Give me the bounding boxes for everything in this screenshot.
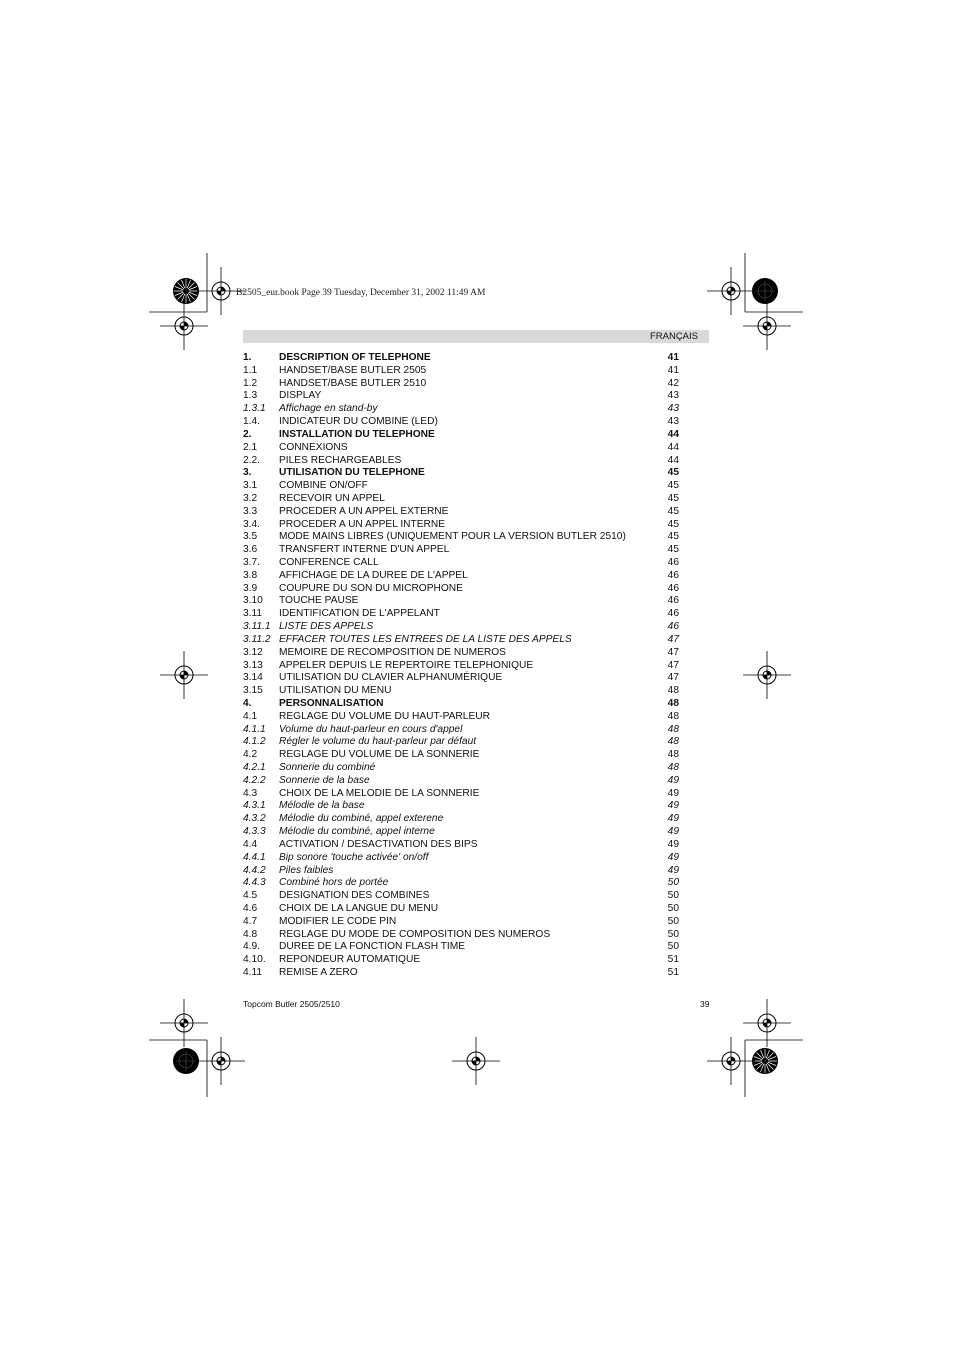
toc-entry-number: 3.3 <box>243 505 258 517</box>
toc-entry-page: 45 <box>667 531 679 543</box>
language-label: FRANÇAIS <box>649 331 698 342</box>
toc-entry-title: REGLAGE DU VOLUME DU HAUT-PARLEUR <box>279 710 490 722</box>
toc-entry-page: 47 <box>667 672 679 684</box>
toc-entry-number: 3.11.1 <box>243 621 271 633</box>
toc-entry-title: Combiné hors de portée <box>279 877 389 889</box>
toc-entry <box>243 711 683 724</box>
toc-entry <box>243 519 683 532</box>
toc-entry-number: 4. <box>243 697 252 709</box>
toc-entry <box>243 929 683 942</box>
toc-entry <box>243 634 683 647</box>
toc-entry <box>243 736 683 749</box>
toc-entry-title: RECEVOIR UN APPEL <box>279 492 385 504</box>
toc-entry-title: Mélodie du combiné, appel exterene <box>279 813 444 825</box>
toc-entry-number: 4.4.1 <box>243 851 266 863</box>
toc-entry-number: 4.4.2 <box>243 864 266 876</box>
toc-entry-number: 2.1 <box>243 441 258 453</box>
toc-entry-number: 3.13 <box>243 659 263 671</box>
toc-entry-page: 47 <box>667 646 679 658</box>
toc-entry-page: 41 <box>667 352 679 363</box>
toc-entry-title: Bip sonore 'touche activée' on/off <box>279 851 429 863</box>
toc-entry-title: MODE MAINS LIBRES (UNIQUEMENT POUR LA VERSION BUTLER 2510) <box>279 531 626 543</box>
toc-entry-title: PERSONNALISATION <box>279 697 384 709</box>
toc-entry-page: 49 <box>667 774 679 786</box>
toc-entry <box>243 608 683 621</box>
toc-entry <box>243 403 683 416</box>
toc-entry-number: 3.2 <box>243 492 258 504</box>
toc-entry <box>243 352 683 365</box>
toc-entry-page: 46 <box>667 569 679 581</box>
toc-entry-number: 4.5 <box>243 890 258 902</box>
toc-entry-page: 50 <box>667 902 679 914</box>
toc-entry-title: PROCEDER A UN APPEL INTERNE <box>279 518 446 530</box>
toc-entry-page: 50 <box>667 941 679 953</box>
toc-entry-page: 49 <box>667 787 679 799</box>
toc-entry-number: 4.3 <box>243 787 258 799</box>
toc-entry-page: 50 <box>667 928 679 940</box>
toc-entry-number: 4.1.1 <box>243 723 266 735</box>
toc-entry-title: MEMOIRE DE RECOMPOSITION DE NUMEROS <box>279 646 506 658</box>
toc-entry <box>243 698 683 711</box>
toc-entry-number: 3.9 <box>243 582 258 594</box>
toc-entry-page: 44 <box>667 454 679 466</box>
toc-entry <box>243 660 683 673</box>
toc-entry <box>243 967 683 980</box>
toc-entry-page: 49 <box>667 826 679 838</box>
toc-entry-title: CHOIX DE LA LANGUE DU MENU <box>279 902 439 914</box>
toc-entry-page: 48 <box>667 736 679 748</box>
toc-entry-title: Sonnerie de la base <box>279 774 370 786</box>
toc-entry-title: APPELER DEPUIS LE REPERTOIRE TELEPHONIQUE <box>279 659 534 671</box>
footer-product: Topcom Butler 2505/2510 <box>243 999 340 1009</box>
toc-entry <box>243 813 683 826</box>
toc-entry-title: UTILISATION DU CLAVIER ALPHANUMÉRIQUE <box>279 672 503 684</box>
toc-entry-title: EFFACER TOUTES LES ENTREES DE LA LISTE DES APPELS <box>279 633 572 645</box>
toc-entry-title: IDENTIFICATION DE L'APPELANT <box>279 608 440 620</box>
toc-entry-title: Piles faibles <box>279 864 334 876</box>
toc-entry-page: 44 <box>667 441 679 453</box>
toc-entry <box>243 583 683 596</box>
toc-entry-page: 43 <box>667 416 679 428</box>
toc-entry <box>243 800 683 813</box>
toc-entry <box>243 724 683 737</box>
toc-entry <box>243 493 683 506</box>
toc-entry-number: 3.6 <box>243 544 258 556</box>
toc-entry-page: 45 <box>667 480 679 492</box>
toc-entry <box>243 839 683 852</box>
toc-entry <box>243 903 683 916</box>
toc-entry <box>243 416 683 429</box>
toc-entry <box>243 467 683 480</box>
toc-entry-page: 45 <box>667 467 679 479</box>
toc-entry <box>243 890 683 903</box>
toc-entry <box>243 557 683 570</box>
toc-entry-number: 1.3 <box>243 390 258 402</box>
toc-entry-page: 48 <box>667 723 679 735</box>
toc-entry-number: 4.3.1 <box>243 800 266 812</box>
toc-entry-number: 1.1 <box>243 364 258 376</box>
toc-entry-page: 50 <box>667 890 679 902</box>
toc-entry-page: 46 <box>667 621 679 633</box>
toc-entry-title: Affichage en stand-by <box>279 403 378 415</box>
toc-entry <box>243 916 683 929</box>
toc-entry-title: DUREE DE LA FONCTION FLASH TIME <box>279 941 466 953</box>
toc-entry-number: 3. <box>243 467 252 479</box>
toc-entry-title: CONFERENCE CALL <box>279 557 379 568</box>
toc-entry <box>243 480 683 493</box>
toc-entry-number: 3.11.2 <box>243 633 271 645</box>
toc-entry-number: 4.4.3 <box>243 877 266 889</box>
toc-entry-title: PROCEDER A UN APPEL EXTERNE <box>279 505 449 517</box>
toc-entry-title: REPONDEUR AUTOMATIQUE <box>279 954 421 966</box>
toc-entry-title: CONNEXIONS <box>279 441 348 453</box>
toc-entry-title: ACTIVATION / DESACTIVATION DES BIPS <box>279 838 478 850</box>
toc-entry-number: 3.12 <box>243 646 263 658</box>
toc-entry-number: 4.11 <box>243 967 263 978</box>
toc-entry-page: 46 <box>667 582 679 594</box>
toc-entry <box>243 390 683 403</box>
toc-entry <box>243 762 683 775</box>
toc-entry-page: 45 <box>667 492 679 504</box>
toc-entry-title: COUPURE DU SON DU MICROPHONE <box>279 582 463 594</box>
toc-entry-number: 1.2 <box>243 377 258 389</box>
toc-entry-title: Sonnerie du combiné <box>279 762 376 773</box>
toc-entry-number: 3.1 <box>243 480 258 492</box>
toc-entry-number: 4.1.2 <box>243 736 266 748</box>
language-band <box>243 330 709 343</box>
toc-entry-title: TRANSFERT INTERNE D'UN APPEL <box>279 544 450 556</box>
toc-entry <box>243 442 683 455</box>
toc-entry-number: 4.9. <box>243 941 260 953</box>
toc-entry-page: 46 <box>667 557 679 568</box>
toc-entry-number: 3.10 <box>243 595 263 607</box>
toc-entry-number: 4.8 <box>243 928 258 940</box>
toc-entry-page: 49 <box>667 800 679 812</box>
toc-entry <box>243 455 683 468</box>
toc-entry-number: 3.8 <box>243 569 258 581</box>
toc-entry-number: 4.2 <box>243 749 258 761</box>
toc-entry-title: INSTALLATION DU TELEPHONE <box>279 428 435 440</box>
toc-entry-page: 50 <box>667 877 679 889</box>
toc-entry-title: MODIFIER LE CODE PIN <box>279 915 397 927</box>
toc-entry-page: 49 <box>667 838 679 850</box>
toc-entry-title: UTILISATION DU TELEPHONE <box>279 467 425 479</box>
toc-entry <box>243 877 683 890</box>
toc-entry-number: 1.4. <box>243 416 260 428</box>
toc-entry <box>243 429 683 442</box>
toc-entry-page: 48 <box>667 697 679 709</box>
toc-entry-page: 49 <box>667 864 679 876</box>
toc-entry-page: 51 <box>667 967 679 978</box>
toc-entry <box>243 531 683 544</box>
toc-entry-title: AFFICHAGE DE LA DUREE DE L'APPEL <box>279 569 468 581</box>
toc-entry-number: 4.6 <box>243 902 258 914</box>
toc-entry-page: 49 <box>667 851 679 863</box>
toc-entry-page: 51 <box>667 954 679 966</box>
footer-page-number: 39 <box>700 999 710 1009</box>
toc-entry <box>243 941 683 954</box>
toc-entry-number: 3.5 <box>243 531 258 543</box>
toc-entry-page: 47 <box>667 659 679 671</box>
toc-entry-page: 44 <box>667 428 679 440</box>
toc-entry-title: PILES RECHARGEABLES <box>279 454 402 466</box>
toc-entry-title: DISPLAY <box>279 390 322 402</box>
toc-entry-title: DESIGNATION DES COMBINES <box>279 890 430 902</box>
toc-entry-title: TOUCHE PAUSE <box>279 595 359 607</box>
toc-entry <box>243 365 683 378</box>
toc-entry-number: 3.7. <box>243 557 260 568</box>
toc-entry-page: 50 <box>667 915 679 927</box>
toc-entry-page: 48 <box>667 685 679 697</box>
toc-entry-page: 45 <box>667 544 679 556</box>
toc-entry <box>243 852 683 865</box>
toc-entry-title: UTILISATION DU MENU <box>279 685 392 697</box>
toc-entry <box>243 378 683 391</box>
toc-entry-number: 2.2. <box>243 454 260 466</box>
toc-entry-title: Volume du haut-parleur en cours d'appel <box>279 723 463 735</box>
toc-entry-page: 46 <box>667 595 679 607</box>
toc-entry-number: 4.4 <box>243 838 258 850</box>
toc-entry-page: 47 <box>667 633 679 645</box>
toc-entry-page: 49 <box>667 813 679 825</box>
toc-entry-number: 1.3.1 <box>243 403 266 415</box>
toc-entry-page: 43 <box>667 403 679 415</box>
toc-entry <box>243 954 683 967</box>
toc-entry-page: 48 <box>667 749 679 761</box>
toc-entry-number: 4.1 <box>243 710 258 722</box>
toc-entry-page: 48 <box>667 762 679 773</box>
toc-entry <box>243 865 683 878</box>
toc-entry <box>243 672 683 685</box>
toc-entry-number: 4.3.2 <box>243 813 266 825</box>
toc-entry <box>243 544 683 557</box>
toc-entry-title: LISTE DES APPELS <box>279 621 374 633</box>
toc-entry <box>243 621 683 634</box>
toc-entry-title: Mélodie de la base <box>279 800 365 812</box>
toc-entry-number: 1. <box>243 352 252 363</box>
toc-entry <box>243 506 683 519</box>
toc-entry <box>243 749 683 762</box>
toc-entry-page: 41 <box>667 364 679 376</box>
toc-entry-page: 46 <box>667 608 679 620</box>
toc-entry-title: DESCRIPTION OF TELEPHONE <box>279 352 431 363</box>
toc-entry-title: CHOIX DE LA MELODIE DE LA SONNERIE <box>279 787 480 799</box>
toc-entry-number: 2. <box>243 428 252 440</box>
toc-entry-page: 42 <box>667 377 679 389</box>
toc-entry-page: 45 <box>667 518 679 530</box>
toc-entry-title: COMBINE ON/OFF <box>279 480 368 492</box>
toc-entry-page: 48 <box>667 710 679 722</box>
toc-entry-number: 4.7 <box>243 915 258 927</box>
toc-entry <box>243 595 683 608</box>
toc-entry-title: HANDSET/BASE BUTLER 2510 <box>279 377 427 389</box>
toc-entry-page: 45 <box>667 505 679 517</box>
toc-entry-title: INDICATEUR DU COMBINE (LED) <box>279 416 438 428</box>
toc-entry-title: Mélodie du combiné, appel interne <box>279 826 435 838</box>
toc-entry-title: REGLAGE DU MODE DE COMPOSITION DES NUMEROS <box>279 928 551 940</box>
toc-entry-title: Régler le volume du haut-parleur par défaut <box>279 736 477 748</box>
toc-entry-title: HANDSET/BASE BUTLER 2505 <box>279 364 427 376</box>
toc-entry-number: 4.3.3 <box>243 826 266 838</box>
toc-entry <box>243 775 683 788</box>
toc-entry-number: 4.2.1 <box>243 762 266 773</box>
print-slug: B2505_eur.book Page 39 Tuesday, December 31, 2002 11:49 AM <box>236 288 486 298</box>
toc-entry-page: 43 <box>667 390 679 402</box>
toc-entry <box>243 647 683 660</box>
toc-entry <box>243 788 683 801</box>
table-of-contents <box>243 352 683 980</box>
toc-entry <box>243 685 683 698</box>
toc-entry-title: REGLAGE DU VOLUME DE LA SONNERIE <box>279 749 480 761</box>
toc-entry-number: 3.4. <box>243 518 260 530</box>
toc-entry <box>243 826 683 839</box>
toc-entry-number: 4.2.2 <box>243 774 266 786</box>
toc-entry-number: 4.10. <box>243 954 266 966</box>
toc-entry-number: 3.14 <box>243 672 263 684</box>
toc-entry-title: REMISE A ZERO <box>279 967 358 978</box>
toc-entry-number: 3.15 <box>243 685 263 697</box>
toc-entry-number: 3.11 <box>243 608 263 620</box>
toc-entry <box>243 570 683 583</box>
